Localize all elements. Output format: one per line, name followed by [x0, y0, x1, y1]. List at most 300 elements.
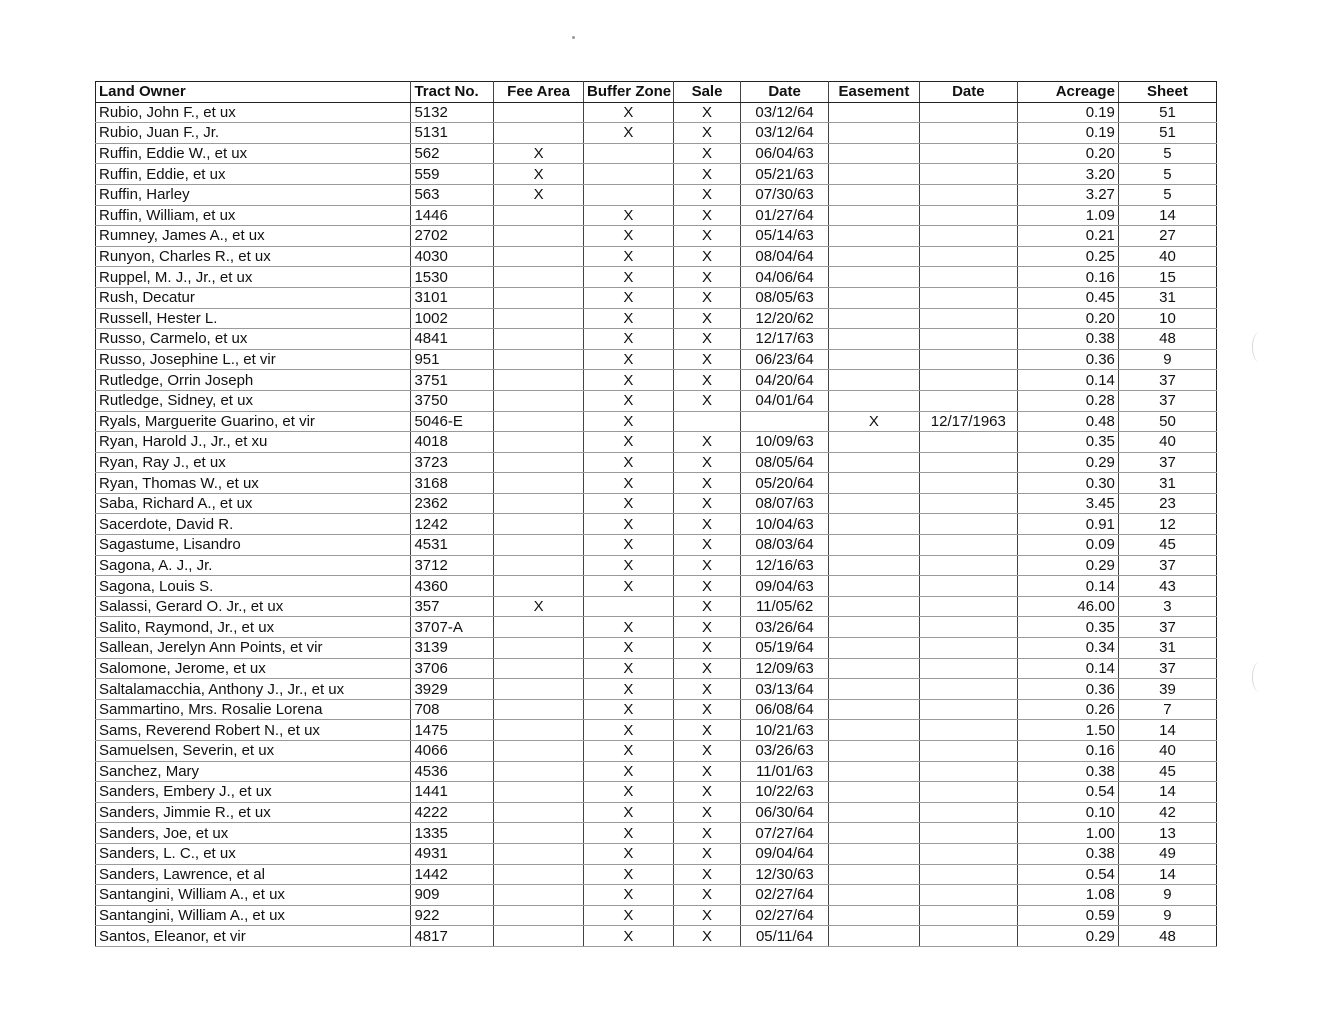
- easement-date-cell: [919, 555, 1017, 576]
- sale-date-cell: 08/04/64: [741, 246, 829, 267]
- sale-date-cell: 08/07/63: [741, 493, 829, 514]
- easement-cell: [828, 638, 919, 659]
- table-row: [96, 164, 1217, 185]
- fee-area-cell: X: [494, 596, 584, 617]
- tract-no-cell: 3751: [411, 370, 494, 391]
- scan-speck: [572, 36, 575, 39]
- sale-date-cell: 12/16/63: [741, 555, 829, 576]
- land-owner-cell: Ryan, Harold J., Jr., et xu: [96, 432, 411, 453]
- easement-cell: [828, 267, 919, 288]
- buffer-zone-cell: X: [583, 308, 673, 329]
- table-row: [96, 679, 1217, 700]
- col-fee-area: Fee Area: [494, 82, 584, 103]
- sale-cell: X: [673, 699, 740, 720]
- sale-cell: X: [673, 226, 740, 247]
- acreage-cell: 0.36: [1017, 349, 1118, 370]
- land-owner-cell: Santangini, William A., et ux: [96, 885, 411, 906]
- buffer-zone-cell: X: [583, 843, 673, 864]
- easement-cell: [828, 782, 919, 803]
- easement-date-cell: [919, 638, 1017, 659]
- sheet-cell: 27: [1118, 226, 1216, 247]
- sale-cell: X: [673, 720, 740, 741]
- easement-date-cell: [919, 102, 1017, 123]
- land-owner-cell: Sanders, Joe, et ux: [96, 823, 411, 844]
- acreage-cell: 0.91: [1017, 514, 1118, 535]
- acreage-cell: 0.16: [1017, 267, 1118, 288]
- land-owner-cell: Ruffin, Eddie, et ux: [96, 164, 411, 185]
- tract-no-cell: 1335: [411, 823, 494, 844]
- sale-cell: X: [673, 267, 740, 288]
- fee-area-cell: [494, 658, 584, 679]
- land-owner-cell: Samuelsen, Severin, et ux: [96, 741, 411, 762]
- table-row: [96, 905, 1217, 926]
- table-row: [96, 823, 1217, 844]
- sale-cell: X: [673, 370, 740, 391]
- sheet-cell: 14: [1118, 864, 1216, 885]
- sale-date-cell: 03/26/63: [741, 741, 829, 762]
- tract-no-cell: 1442: [411, 864, 494, 885]
- easement-cell: [828, 308, 919, 329]
- fee-area-cell: [494, 555, 584, 576]
- sale-date-cell: 03/13/64: [741, 679, 829, 700]
- sale-date-cell: 07/27/64: [741, 823, 829, 844]
- sheet-cell: 14: [1118, 782, 1216, 803]
- acreage-cell: 0.38: [1017, 761, 1118, 782]
- land-owner-cell: Sanders, L. C., et ux: [96, 843, 411, 864]
- easement-cell: [828, 905, 919, 926]
- tract-no-cell: 951: [411, 349, 494, 370]
- easement-date-cell: [919, 617, 1017, 638]
- table-row: [96, 699, 1217, 720]
- acreage-cell: 0.21: [1017, 226, 1118, 247]
- sheet-cell: 45: [1118, 535, 1216, 556]
- land-owner-cell: Russo, Carmelo, et ux: [96, 329, 411, 350]
- col-sale-date: Date: [741, 82, 829, 103]
- acreage-cell: 0.59: [1017, 905, 1118, 926]
- buffer-zone-cell: X: [583, 432, 673, 453]
- sheet-cell: 37: [1118, 658, 1216, 679]
- fee-area-cell: [494, 843, 584, 864]
- sale-cell: X: [673, 514, 740, 535]
- tract-no-cell: 3101: [411, 287, 494, 308]
- land-owner-cell: Russo, Josephine L., et vir: [96, 349, 411, 370]
- sheet-cell: 37: [1118, 555, 1216, 576]
- fee-area-cell: [494, 638, 584, 659]
- fee-area-cell: [494, 432, 584, 453]
- easement-cell: [828, 452, 919, 473]
- easement-cell: X: [828, 411, 919, 432]
- acreage-cell: 0.14: [1017, 576, 1118, 597]
- buffer-zone-cell: X: [583, 287, 673, 308]
- sale-cell: X: [673, 885, 740, 906]
- sale-cell: X: [673, 741, 740, 762]
- acreage-cell: 0.54: [1017, 782, 1118, 803]
- easement-cell: [828, 741, 919, 762]
- sheet-cell: 40: [1118, 741, 1216, 762]
- easement-date-cell: [919, 782, 1017, 803]
- sale-cell: X: [673, 658, 740, 679]
- col-easement-date: Date: [919, 82, 1017, 103]
- buffer-zone-cell: X: [583, 473, 673, 494]
- acreage-cell: 0.38: [1017, 329, 1118, 350]
- land-owner-cell: Sams, Reverend Robert N., et ux: [96, 720, 411, 741]
- table-row: [96, 143, 1217, 164]
- tract-no-cell: 3707-A: [411, 617, 494, 638]
- easement-cell: [828, 205, 919, 226]
- table-header: [96, 82, 1217, 103]
- sheet-cell: 37: [1118, 617, 1216, 638]
- land-owner-cell: Sanders, Jimmie R., et ux: [96, 802, 411, 823]
- sheet-cell: 37: [1118, 370, 1216, 391]
- easement-date-cell: [919, 576, 1017, 597]
- easement-date-cell: [919, 720, 1017, 741]
- tract-no-cell: 5046-E: [411, 411, 494, 432]
- sale-date-cell: 05/11/64: [741, 926, 829, 947]
- sale-cell: X: [673, 802, 740, 823]
- land-owner-cell: Rubio, Juan F., Jr.: [96, 123, 411, 144]
- easement-cell: [828, 843, 919, 864]
- land-owner-cell: Ryan, Ray J., et ux: [96, 452, 411, 473]
- table-row: [96, 802, 1217, 823]
- fee-area-cell: X: [494, 164, 584, 185]
- sheet-cell: 48: [1118, 329, 1216, 350]
- table-row: [96, 205, 1217, 226]
- buffer-zone-cell: X: [583, 370, 673, 391]
- sale-date-cell: 10/04/63: [741, 514, 829, 535]
- acreage-cell: 1.00: [1017, 823, 1118, 844]
- buffer-zone-cell: X: [583, 493, 673, 514]
- sale-cell: X: [673, 329, 740, 350]
- sheet-cell: 40: [1118, 432, 1216, 453]
- sheet-cell: 40: [1118, 246, 1216, 267]
- easement-date-cell: [919, 287, 1017, 308]
- easement-date-cell: [919, 802, 1017, 823]
- easement-date-cell: [919, 905, 1017, 926]
- easement-cell: [828, 679, 919, 700]
- land-owner-cell: Rumney, James A., et ux: [96, 226, 411, 247]
- land-owner-cell: Sagona, Louis S.: [96, 576, 411, 597]
- col-buffer-zone: Buffer Zone: [583, 82, 673, 103]
- sale-date-cell: 09/04/63: [741, 576, 829, 597]
- easement-date-cell: [919, 679, 1017, 700]
- tract-no-cell: 4222: [411, 802, 494, 823]
- acreage-cell: 0.45: [1017, 287, 1118, 308]
- acreage-cell: 3.27: [1017, 184, 1118, 205]
- sale-date-cell: 10/09/63: [741, 432, 829, 453]
- easement-cell: [828, 555, 919, 576]
- easement-cell: [828, 926, 919, 947]
- sheet-cell: 49: [1118, 843, 1216, 864]
- tract-no-cell: 3929: [411, 679, 494, 700]
- punch-hole-mark: [1252, 662, 1267, 692]
- buffer-zone-cell: X: [583, 926, 673, 947]
- easement-date-cell: [919, 761, 1017, 782]
- sale-date-cell: 06/30/64: [741, 802, 829, 823]
- acreage-cell: 46.00: [1017, 596, 1118, 617]
- sale-cell: X: [673, 143, 740, 164]
- punch-hole-mark: [1252, 332, 1267, 362]
- sale-date-cell: 08/03/64: [741, 535, 829, 556]
- sale-cell: X: [673, 102, 740, 123]
- table-row: [96, 246, 1217, 267]
- acreage-cell: 3.20: [1017, 164, 1118, 185]
- acreage-cell: 0.35: [1017, 617, 1118, 638]
- buffer-zone-cell: [583, 164, 673, 185]
- sheet-cell: 45: [1118, 761, 1216, 782]
- sheet-cell: 3: [1118, 596, 1216, 617]
- table-row: [96, 576, 1217, 597]
- acreage-cell: 0.14: [1017, 658, 1118, 679]
- easement-date-cell: [919, 658, 1017, 679]
- buffer-zone-cell: X: [583, 864, 673, 885]
- buffer-zone-cell: X: [583, 349, 673, 370]
- sale-date-cell: 06/08/64: [741, 699, 829, 720]
- tract-no-cell: 1530: [411, 267, 494, 288]
- buffer-zone-cell: X: [583, 246, 673, 267]
- land-owner-cell: Sanchez, Mary: [96, 761, 411, 782]
- easement-date-cell: [919, 432, 1017, 453]
- fee-area-cell: [494, 699, 584, 720]
- land-owner-cell: Ruffin, William, et ux: [96, 205, 411, 226]
- sale-cell: X: [673, 164, 740, 185]
- table-row: [96, 184, 1217, 205]
- sale-cell: X: [673, 864, 740, 885]
- land-owner-cell: Rubio, John F., et ux: [96, 102, 411, 123]
- table-row: [96, 782, 1217, 803]
- buffer-zone-cell: X: [583, 411, 673, 432]
- easement-cell: [828, 535, 919, 556]
- sale-date-cell: 12/17/63: [741, 329, 829, 350]
- acreage-cell: 0.26: [1017, 699, 1118, 720]
- sheet-cell: 14: [1118, 720, 1216, 741]
- land-owner-cell: Saba, Richard A., et ux: [96, 493, 411, 514]
- easement-date-cell: [919, 123, 1017, 144]
- acreage-cell: 0.29: [1017, 926, 1118, 947]
- acreage-cell: 0.19: [1017, 123, 1118, 144]
- sheet-cell: 23: [1118, 493, 1216, 514]
- easement-date-cell: [919, 843, 1017, 864]
- fee-area-cell: [494, 926, 584, 947]
- sheet-cell: 9: [1118, 905, 1216, 926]
- tract-no-cell: 4360: [411, 576, 494, 597]
- easement-date-cell: [919, 329, 1017, 350]
- easement-date-cell: [919, 596, 1017, 617]
- fee-area-cell: [494, 411, 584, 432]
- easement-cell: [828, 102, 919, 123]
- easement-cell: [828, 761, 919, 782]
- sale-date-cell: 08/05/64: [741, 452, 829, 473]
- tract-no-cell: 357: [411, 596, 494, 617]
- easement-cell: [828, 596, 919, 617]
- buffer-zone-cell: X: [583, 782, 673, 803]
- sale-date-cell: 01/27/64: [741, 205, 829, 226]
- buffer-zone-cell: X: [583, 576, 673, 597]
- table-row: [96, 885, 1217, 906]
- table-row: [96, 638, 1217, 659]
- buffer-zone-cell: X: [583, 390, 673, 411]
- sheet-cell: 5: [1118, 184, 1216, 205]
- sheet-cell: 13: [1118, 823, 1216, 844]
- tract-no-cell: 559: [411, 164, 494, 185]
- acreage-cell: 1.08: [1017, 885, 1118, 906]
- sale-date-cell: 07/30/63: [741, 184, 829, 205]
- tract-no-cell: 4817: [411, 926, 494, 947]
- table-row: [96, 349, 1217, 370]
- land-owner-cell: Russell, Hester L.: [96, 308, 411, 329]
- sale-cell: X: [673, 308, 740, 329]
- fee-area-cell: [494, 802, 584, 823]
- table-row: [96, 370, 1217, 391]
- easement-date-cell: [919, 493, 1017, 514]
- tract-no-cell: 3712: [411, 555, 494, 576]
- fee-area-cell: [494, 205, 584, 226]
- acreage-cell: 0.14: [1017, 370, 1118, 391]
- fee-area-cell: [494, 267, 584, 288]
- sheet-cell: 39: [1118, 679, 1216, 700]
- sale-cell: [673, 411, 740, 432]
- sale-cell: X: [673, 493, 740, 514]
- fee-area-cell: [494, 123, 584, 144]
- tract-no-cell: 909: [411, 885, 494, 906]
- buffer-zone-cell: X: [583, 658, 673, 679]
- easement-date-cell: [919, 514, 1017, 535]
- easement-cell: [828, 823, 919, 844]
- easement-date-cell: [919, 452, 1017, 473]
- tract-no-cell: 562: [411, 143, 494, 164]
- easement-cell: [828, 123, 919, 144]
- fee-area-cell: [494, 905, 584, 926]
- acreage-cell: 0.34: [1017, 638, 1118, 659]
- sale-cell: X: [673, 246, 740, 267]
- easement-cell: [828, 329, 919, 350]
- sheet-cell: 5: [1118, 164, 1216, 185]
- sale-cell: X: [673, 617, 740, 638]
- table-row: [96, 287, 1217, 308]
- easement-cell: [828, 390, 919, 411]
- acreage-cell: 0.28: [1017, 390, 1118, 411]
- easement-cell: [828, 287, 919, 308]
- tract-no-cell: 1002: [411, 308, 494, 329]
- sale-date-cell: 04/20/64: [741, 370, 829, 391]
- sheet-cell: 10: [1118, 308, 1216, 329]
- table-row: [96, 226, 1217, 247]
- land-owner-cell: Santangini, William A., et ux: [96, 905, 411, 926]
- acreage-cell: 0.29: [1017, 452, 1118, 473]
- tract-no-cell: 3139: [411, 638, 494, 659]
- easement-date-cell: [919, 143, 1017, 164]
- land-owner-table: [95, 81, 1217, 947]
- tract-no-cell: 3723: [411, 452, 494, 473]
- fee-area-cell: [494, 226, 584, 247]
- buffer-zone-cell: X: [583, 555, 673, 576]
- easement-cell: [828, 802, 919, 823]
- sheet-cell: 15: [1118, 267, 1216, 288]
- fee-area-cell: X: [494, 143, 584, 164]
- easement-date-cell: [919, 349, 1017, 370]
- tract-no-cell: 4531: [411, 535, 494, 556]
- acreage-cell: 0.36: [1017, 679, 1118, 700]
- tract-no-cell: 708: [411, 699, 494, 720]
- table-row: [96, 390, 1217, 411]
- easement-date-cell: [919, 226, 1017, 247]
- sheet-cell: 37: [1118, 452, 1216, 473]
- sale-cell: X: [673, 432, 740, 453]
- land-owner-cell: Sallean, Jerelyn Ann Points, et vir: [96, 638, 411, 659]
- easement-date-cell: [919, 885, 1017, 906]
- sheet-cell: 31: [1118, 638, 1216, 659]
- table-row: [96, 843, 1217, 864]
- sale-cell: X: [673, 782, 740, 803]
- fee-area-cell: [494, 864, 584, 885]
- easement-date-cell: [919, 823, 1017, 844]
- fee-area-cell: [494, 349, 584, 370]
- acreage-cell: 0.09: [1017, 535, 1118, 556]
- tract-no-cell: 4030: [411, 246, 494, 267]
- table-row: [96, 452, 1217, 473]
- sheet-cell: 51: [1118, 123, 1216, 144]
- fee-area-cell: [494, 514, 584, 535]
- easement-date-cell: [919, 184, 1017, 205]
- acreage-cell: 1.50: [1017, 720, 1118, 741]
- sheet-cell: 9: [1118, 349, 1216, 370]
- easement-cell: [828, 514, 919, 535]
- table-row: [96, 411, 1217, 432]
- fee-area-cell: [494, 535, 584, 556]
- buffer-zone-cell: X: [583, 535, 673, 556]
- col-easement: Easement: [828, 82, 919, 103]
- land-owner-cell: Sammartino, Mrs. Rosalie Lorena: [96, 699, 411, 720]
- buffer-zone-cell: X: [583, 102, 673, 123]
- sheet-cell: 9: [1118, 885, 1216, 906]
- easement-date-cell: [919, 535, 1017, 556]
- buffer-zone-cell: X: [583, 802, 673, 823]
- table-row: [96, 761, 1217, 782]
- sheet-cell: 42: [1118, 802, 1216, 823]
- table-row: [96, 864, 1217, 885]
- buffer-zone-cell: X: [583, 720, 673, 741]
- sale-cell: X: [673, 638, 740, 659]
- sale-date-cell: 03/12/64: [741, 102, 829, 123]
- tract-no-cell: 3750: [411, 390, 494, 411]
- sale-date-cell: 05/21/63: [741, 164, 829, 185]
- land-owner-cell: Salassi, Gerard O. Jr., et ux: [96, 596, 411, 617]
- tract-no-cell: 2702: [411, 226, 494, 247]
- acreage-cell: 0.10: [1017, 802, 1118, 823]
- table-row: [96, 535, 1217, 556]
- sale-cell: X: [673, 349, 740, 370]
- fee-area-cell: [494, 308, 584, 329]
- tract-no-cell: 4841: [411, 329, 494, 350]
- tract-no-cell: 4536: [411, 761, 494, 782]
- sheet-cell: 43: [1118, 576, 1216, 597]
- tract-no-cell: 4066: [411, 741, 494, 762]
- acreage-cell: 0.54: [1017, 864, 1118, 885]
- land-owner-cell: Sanders, Lawrence, et al: [96, 864, 411, 885]
- acreage-cell: 0.30: [1017, 473, 1118, 494]
- table-row: [96, 658, 1217, 679]
- sale-date-cell: 03/26/64: [741, 617, 829, 638]
- land-owner-cell: Rush, Decatur: [96, 287, 411, 308]
- easement-date-cell: [919, 390, 1017, 411]
- land-owner-cell: Sagastume, Lisandro: [96, 535, 411, 556]
- buffer-zone-cell: [583, 143, 673, 164]
- easement-date-cell: [919, 926, 1017, 947]
- col-land-owner: Land Owner: [96, 82, 411, 103]
- easement-cell: [828, 720, 919, 741]
- col-tract-no: Tract No.: [411, 82, 494, 103]
- fee-area-cell: [494, 885, 584, 906]
- sale-date-cell: 12/09/63: [741, 658, 829, 679]
